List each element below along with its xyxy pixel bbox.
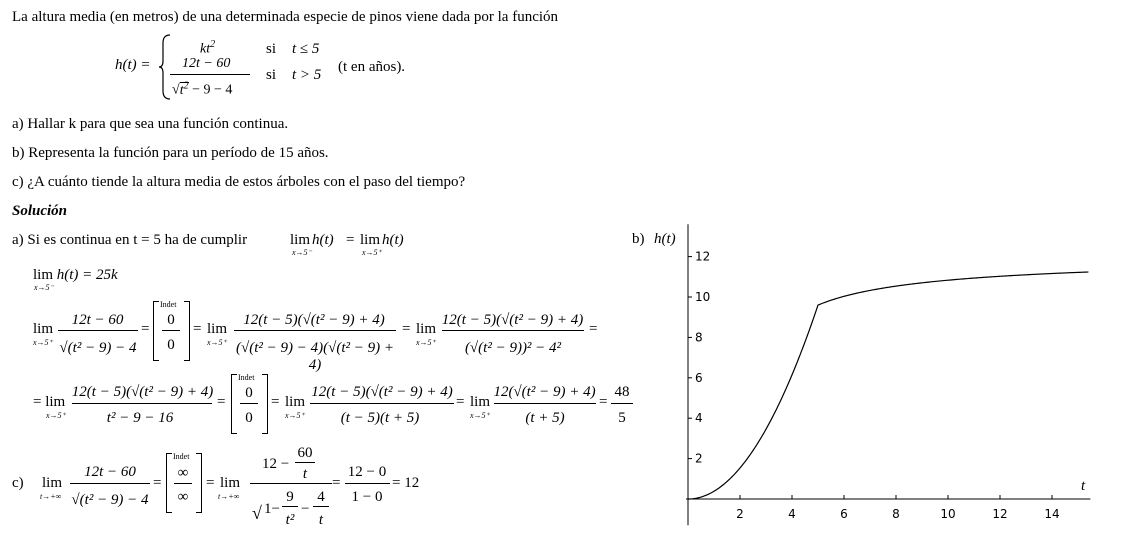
row2-lim1: = lim <box>33 394 66 410</box>
left-limit-line: lim h(t) = 25k <box>33 267 118 283</box>
x-tick-label: 12 <box>992 507 1008 521</box>
c-sqrt-sign: √ <box>252 503 262 523</box>
row1-eq1: = <box>141 321 150 337</box>
part-a-intro: a) Si es continua en t = 5 ha de cumplir <box>12 232 248 248</box>
c-den2-t2: t² <box>285 512 295 528</box>
row1-eq3: = <box>402 321 411 337</box>
x-tick-label: 2 <box>736 507 744 521</box>
x-tick-label: 14 <box>1044 507 1060 521</box>
c-num3: 12 − 0 <box>347 464 387 480</box>
row1-lim1-sub: x→5⁺ <box>33 338 53 347</box>
c-den2-9: 9 <box>286 489 294 505</box>
h-curve <box>688 272 1088 499</box>
row1-den3: (√(t² − 9))² − 4² <box>464 340 562 356</box>
row1-den1: √(t² − 9) − 4 <box>59 340 137 356</box>
c-inf-num: ∞ <box>177 465 189 481</box>
graph-panel-label: b) <box>632 231 645 247</box>
row2-num1: 12(t − 5)(√(t² − 9) + 4) <box>71 384 214 400</box>
c-eq3: = <box>332 475 341 491</box>
row2-den2: (t − 5)(t + 5) <box>340 410 420 426</box>
row2-lim3-sub: x→5⁺ <box>470 411 490 420</box>
case2-condition: t > 5 <box>292 67 322 83</box>
row2-eq4: = <box>599 394 608 410</box>
x-tick-label: 8 <box>892 507 900 521</box>
row2-num2: 12(t − 5)(√(t² − 9) + 4) <box>311 384 453 400</box>
limit-right-sub: x→5⁺ <box>362 248 382 257</box>
row2-zero-den: 0 <box>245 410 253 426</box>
problem-intro: La altura media (en metros) de una determinada especie de pinos viene dada por la función <box>12 9 559 25</box>
y-tick-label: 2 <box>695 451 703 466</box>
solution-heading: Solución <box>12 203 68 219</box>
row2-lim1-sub: x→5⁺ <box>46 411 66 420</box>
eq-sign: = <box>346 232 355 248</box>
question-a: a) Hallar k para que sea una función continua. <box>12 116 289 132</box>
c-num1: 12t − 60 <box>84 464 136 480</box>
row1-zero-num: 0 <box>167 312 175 328</box>
x-tick-label: 4 <box>788 507 796 521</box>
c-den2-4: 4 <box>317 489 325 505</box>
limit-left-sub: x→5⁻ <box>292 248 312 257</box>
c-num2-60: 60 <box>297 445 313 461</box>
row2-den3: (t + 5) <box>525 410 565 426</box>
c-den1: √(t² − 9) − 4 <box>71 492 149 508</box>
units-note: (t en años). <box>338 59 406 75</box>
row1-num2: 12(t − 5)(√(t² − 9) + 4) <box>243 312 385 328</box>
y-tick-label: 12 <box>695 249 711 264</box>
question-c: c) ¿A cuánto tiende la altura media de estos árboles con el paso del tiempo? <box>12 174 466 190</box>
case2-numerator: 12t − 60 <box>182 56 231 71</box>
row2-eq1: = <box>217 394 226 410</box>
case1-condition: t ≤ 5 <box>292 41 320 57</box>
c-num2-a: 12 − <box>262 456 290 472</box>
case1-expr: $kt^2$ <box>200 39 216 57</box>
case2-denominator: $√t^2 - 9 - 4$ <box>172 80 233 98</box>
row2-zero-num: 0 <box>245 385 253 401</box>
row1-indet: Indet <box>160 300 177 309</box>
y-tick-label: 4 <box>695 411 703 426</box>
left-limit-sub: x→5⁻ <box>34 283 54 292</box>
row1-den2: (√(t² − 9) − 4)(√(t² − 9) + 4) <box>236 340 394 373</box>
c-lim1-sub: t→+∞ <box>40 492 62 501</box>
row1-zero-den: 0 <box>167 337 175 353</box>
row2-den1: t² − 9 − 16 <box>106 410 174 426</box>
y-tick-label: 8 <box>695 330 703 345</box>
row2-lim2: lim <box>285 394 306 410</box>
row1-eq4: = <box>589 321 598 337</box>
graph-y-label: h(t) <box>654 231 676 247</box>
row1-num3: 12(t − 5)(√(t² − 9) + 4) <box>441 312 584 328</box>
c-lim1: lim <box>42 475 63 491</box>
row2-indet: Indet <box>238 373 255 382</box>
c-lim2: lim <box>220 475 241 491</box>
c-indet: Indet <box>173 452 190 461</box>
row1-eq2: = <box>193 321 202 337</box>
c-eq1: = <box>153 475 162 491</box>
case1-si: si <box>266 41 277 57</box>
row2-num3: 12(√(t² − 9) + 4) <box>493 384 596 400</box>
c-den2-minus: − <box>301 501 310 517</box>
x-tick-label: 6 <box>840 507 848 521</box>
h-lhs: h(t) = <box>115 57 151 73</box>
row2-lim3: lim <box>470 394 491 410</box>
c-den2-t: t <box>318 512 324 528</box>
row1-lim2-sub: x→5⁺ <box>207 338 227 347</box>
limit-right: lim h(t) <box>360 232 404 248</box>
y-tick-label: 6 <box>695 370 703 385</box>
row2-lim2-sub: x→5⁺ <box>285 411 305 420</box>
question-b: b) Representa la función para un período de 15 años. <box>12 145 329 161</box>
c-den2-1: 1− <box>264 501 280 517</box>
row2-eq2: = <box>271 394 280 410</box>
case2-si: si <box>266 67 277 83</box>
row1-lim3: lim <box>416 321 437 337</box>
c-result: = 12 <box>392 475 420 491</box>
row1-lim3-sub: x→5⁺ <box>416 338 436 347</box>
row1-lim2: lim <box>207 321 228 337</box>
x-tick-label: 10 <box>940 507 956 521</box>
y-tick-label: 10 <box>695 290 711 304</box>
c-den3: 1 − 0 <box>351 489 383 505</box>
row2-eq3: = <box>456 394 465 410</box>
graph-x-label: t <box>1081 478 1086 494</box>
c-eq2: = <box>206 475 215 491</box>
result-48: 48 <box>614 384 630 400</box>
c-inf-den: ∞ <box>177 489 189 505</box>
row1-num1: 12t − 60 <box>71 312 124 328</box>
part-c-label: c) <box>12 475 24 491</box>
result-5: 5 <box>618 410 626 426</box>
row1-lim1: lim <box>33 321 54 337</box>
limit-left: lim h(t) <box>290 232 334 248</box>
c-lim2-sub: t→+∞ <box>218 492 240 501</box>
c-num2-t: t <box>302 466 308 482</box>
